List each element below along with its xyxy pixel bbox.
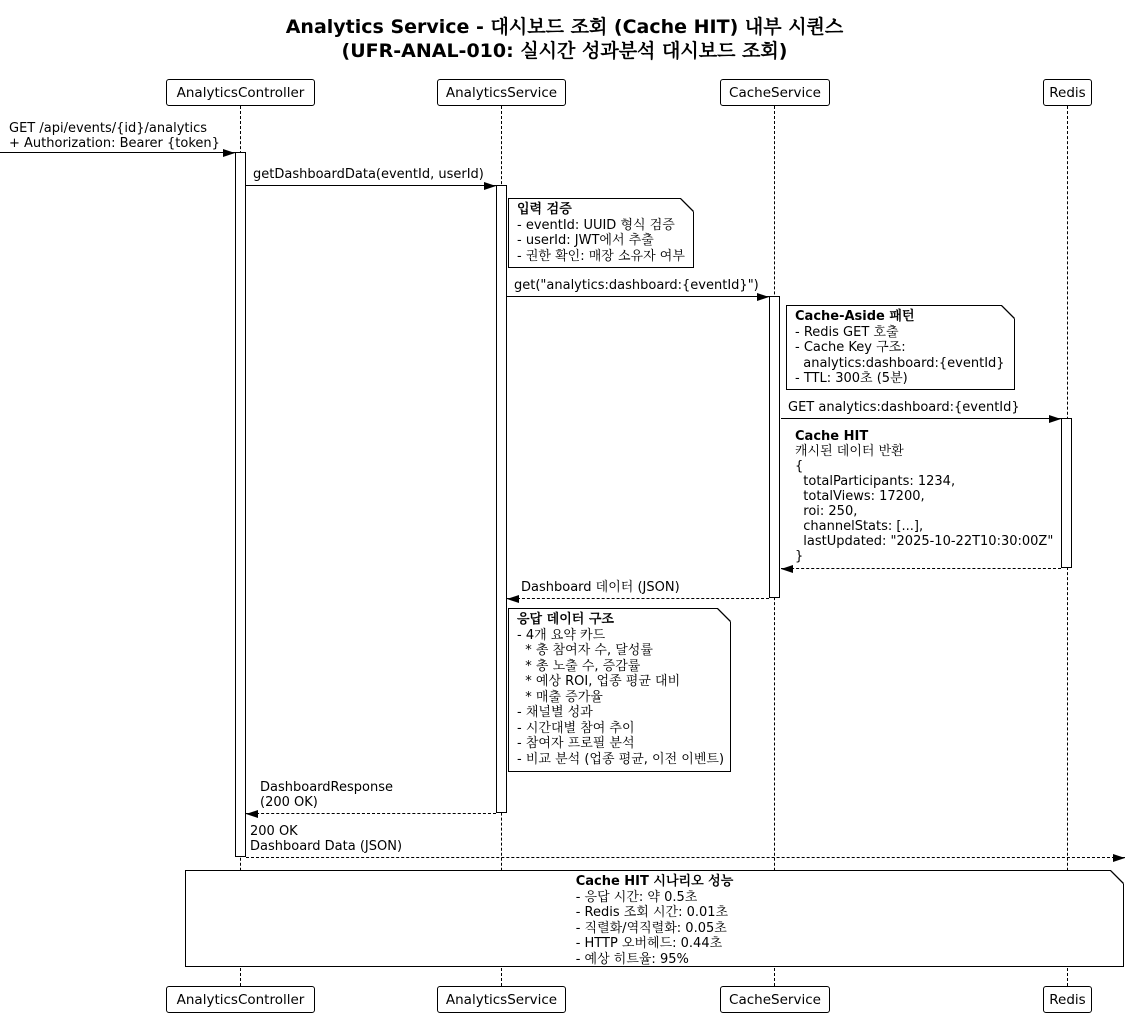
message-label: { xyxy=(795,459,804,474)
note-line: - eventId: UUID 형식 검증 xyxy=(517,217,675,233)
note-line: - 직렬화/역직렬화: 0.05초 xyxy=(575,920,727,936)
message-line xyxy=(0,152,235,153)
note-fold-icon xyxy=(1001,305,1015,319)
message-label: Dashboard 데이터 (JSON) xyxy=(521,580,680,595)
participant-analytics-service-top: AnalyticsService xyxy=(437,79,566,106)
note-line: - 시간대별 참여 추이 xyxy=(517,720,635,736)
message-get-dashboard-data xyxy=(246,167,496,189)
note-cache-hit-performance xyxy=(185,870,1124,967)
participant-cache-service-bottom: CacheService xyxy=(720,986,830,1013)
note-content xyxy=(576,874,734,967)
note-title: 응답 데이터 구조 xyxy=(517,612,614,627)
message-label: totalViews: 17200, xyxy=(795,489,925,504)
note-line: - 채널별 성과 xyxy=(517,705,593,720)
arrowhead-left-icon xyxy=(507,595,519,603)
arrowhead-left-icon xyxy=(246,810,258,818)
message-label: get("analytics:dashboard:{eventId}") xyxy=(514,278,759,293)
note-line: - 참여자 프로필 분석 xyxy=(517,736,635,751)
note-fold-icon xyxy=(680,198,694,212)
arrowhead-right-icon xyxy=(484,182,496,190)
arrowhead-right-icon xyxy=(1113,854,1125,862)
note-line: - 권한 확인: 매장 소유자 여부 xyxy=(517,248,685,264)
participant-analytics-service-bottom: AnalyticsService xyxy=(437,986,566,1013)
participant-redis-bottom: Redis xyxy=(1043,986,1092,1013)
message-label: getDashboardData(eventId, userId) xyxy=(253,167,484,182)
note-title: Cache HIT 시나리오 성능 xyxy=(575,874,734,889)
message-label: roi: 250, xyxy=(795,504,858,519)
message-line xyxy=(507,296,769,297)
message-http-response xyxy=(246,824,1125,861)
note-cache-aside-pattern xyxy=(786,305,1015,390)
message-label: Cache HIT xyxy=(795,429,869,444)
note-line: - Redis 조회 시간: 0.01초 xyxy=(575,905,729,920)
note-line: - Cache Key 구조: xyxy=(795,340,906,355)
message-label: } xyxy=(795,549,804,564)
message-label: channelStats: [...], xyxy=(795,519,924,534)
note-line: - TTL: 300초 (5분) xyxy=(795,371,908,386)
message-dashboard-response xyxy=(246,780,496,817)
note-line: * 총 노출 수, 증감률 xyxy=(517,658,641,674)
note-line: analytics:dashboard:{eventId} xyxy=(795,355,1005,371)
note-line: - userId: JWT에서 추출 xyxy=(517,233,654,248)
note-line: - 4개 요약 카드 xyxy=(517,627,606,643)
arrowhead-right-icon xyxy=(223,149,235,157)
note-line: - Redis GET 호출 xyxy=(795,324,899,340)
diagram-title-line1: Analytics Service - 대시보드 조회 (Cache HIT) 내부 시퀀스 xyxy=(285,16,844,38)
message-label: DashboardResponse xyxy=(260,780,393,795)
note-fold-icon xyxy=(1110,870,1124,884)
message-line xyxy=(246,857,1125,858)
participant-redis-top: Redis xyxy=(1043,79,1092,106)
message-line xyxy=(781,568,1061,569)
note-line: * 총 참여자 수, 달성률 xyxy=(517,643,653,658)
message-label: (200 OK) xyxy=(260,795,318,810)
participant-cache-service-top: CacheService xyxy=(720,79,830,106)
message-cache-get xyxy=(507,278,769,300)
activation-cache-service xyxy=(769,296,780,598)
note-line: - HTTP 오버헤드: 0.44초 xyxy=(575,936,723,951)
arrowhead-right-icon xyxy=(757,293,769,301)
participant-analytics-controller-top: AnalyticsController xyxy=(166,79,315,106)
activation-analytics-service xyxy=(496,185,507,813)
activation-analytics-controller xyxy=(235,152,246,857)
message-label: + Authorization: Bearer {token} xyxy=(9,136,220,151)
message-http-request xyxy=(0,121,235,157)
note-line: - 비교 분석 (업종 평균, 이전 이벤트) xyxy=(517,751,725,767)
note-fold-icon xyxy=(717,608,731,622)
note-input-validation xyxy=(508,198,694,268)
message-label: GET /api/events/{id}/analytics xyxy=(9,121,208,136)
message-label: GET analytics:dashboard:{eventId} xyxy=(788,400,1020,415)
message-label: Dashboard Data (JSON) xyxy=(250,839,403,854)
arrowhead-right-icon xyxy=(1049,415,1061,423)
message-line xyxy=(507,598,769,599)
participant-analytics-controller-bottom: AnalyticsController xyxy=(166,986,315,1013)
message-dashboard-data-return xyxy=(507,580,769,602)
message-label: totalParticipants: 1234, xyxy=(795,474,956,489)
message-redis-get xyxy=(781,400,1061,422)
diagram-title-line2: (UFR-ANAL-010: 실시간 성과분석 대시보드 조회) xyxy=(341,40,788,62)
message-line xyxy=(246,813,496,814)
message-cache-hit-return xyxy=(781,429,1061,572)
note-line: * 매출 증가율 xyxy=(517,689,603,705)
message-line xyxy=(246,185,496,186)
note-line: - 예상 히트율: 95% xyxy=(575,951,689,967)
message-label: 캐시된 데이터 반환 xyxy=(795,444,904,459)
message-line xyxy=(781,418,1061,419)
note-line: * 예상 ROI, 업종 평균 대비 xyxy=(517,674,681,689)
message-label: lastUpdated: "2025-10-22T10:30:00Z" xyxy=(795,534,1054,549)
arrowhead-left-icon xyxy=(781,565,793,573)
note-title: 입력 검증 xyxy=(517,202,572,217)
activation-redis xyxy=(1061,418,1072,568)
note-title: Cache-Aside 패턴 xyxy=(795,309,915,324)
message-label: 200 OK xyxy=(250,824,298,839)
note-response-data-structure xyxy=(508,608,731,772)
note-line: - 응답 시간: 약 0.5초 xyxy=(575,889,698,905)
